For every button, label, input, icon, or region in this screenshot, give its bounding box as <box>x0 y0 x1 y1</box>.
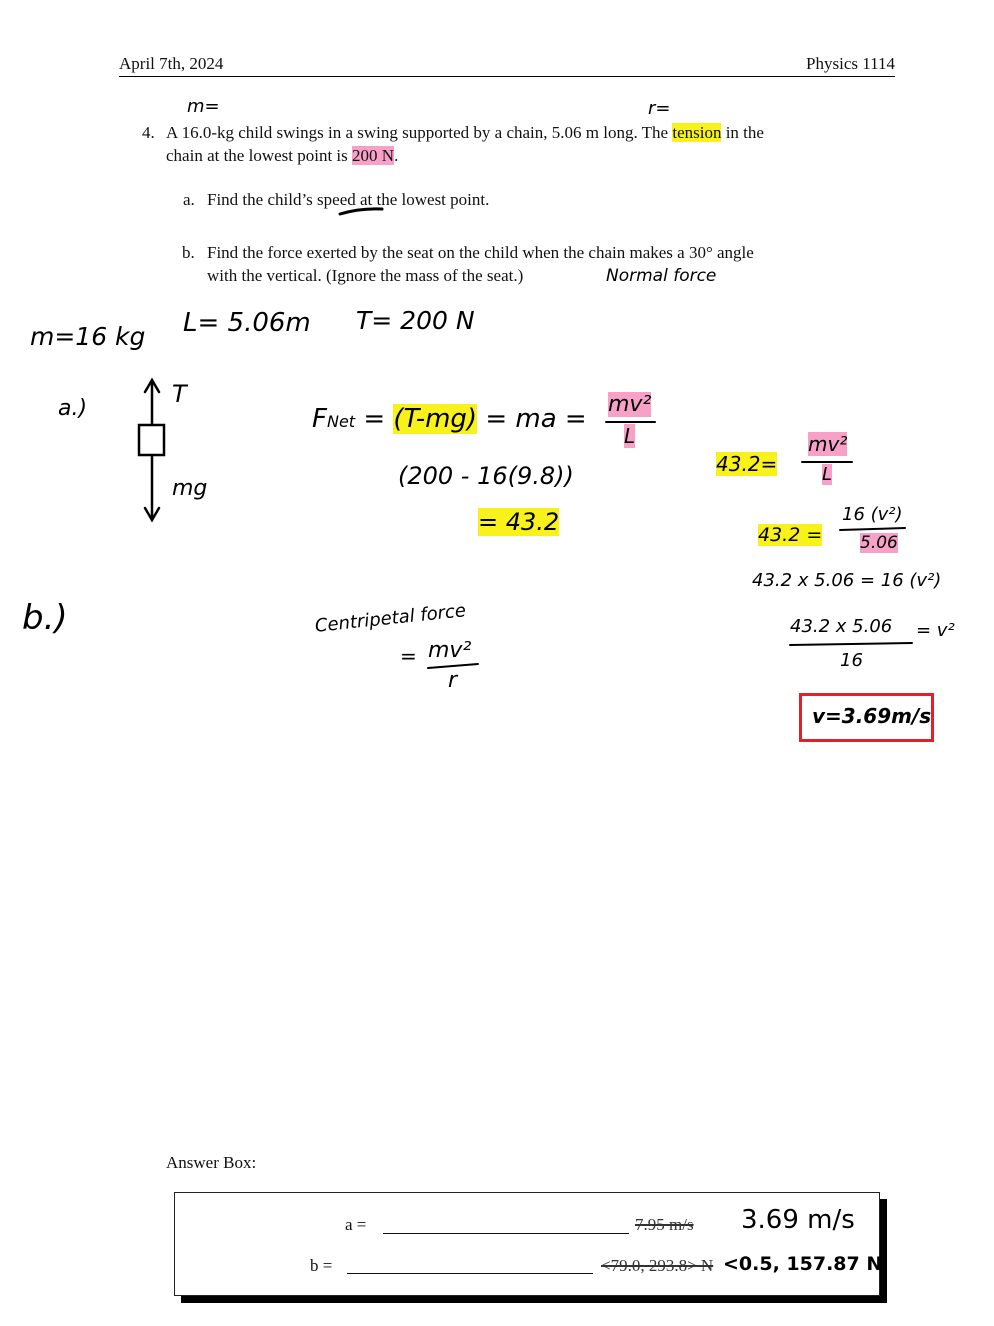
right-2-lhs-text: 43.2 = <box>758 524 823 546</box>
right-2-lhs <box>758 524 822 546</box>
fnet-eq: = <box>355 404 394 434</box>
answer-b-blank[interactable] <box>347 1273 593 1274</box>
problem-text: A 16.0-kg child swings in a swing supported by a chain, 5.06 m long. The <box>166 123 673 142</box>
right-4-den: 16 <box>840 650 863 671</box>
problem-text: . <box>394 146 399 165</box>
answer-b-handwritten: <0.5, 157.87 N <box>723 1253 883 1275</box>
right-2-num: 16 (v²) <box>842 504 903 525</box>
problem-text: chain at the lowest point is <box>166 146 353 165</box>
answer-a-blank[interactable] <box>383 1233 629 1234</box>
answer-b-printed: <79.0, 293.8> N <box>601 1256 714 1275</box>
header-date: April 7th, 2024 <box>119 54 224 73</box>
answer-a-printed: 7.95 m/s <box>635 1215 694 1234</box>
final-v: v=3.69m/s <box>812 704 932 728</box>
annotation-r-eq: r= <box>648 98 671 119</box>
answer-box <box>174 1192 883 1296</box>
fbd-label-mg: mg <box>172 476 208 501</box>
right-2-den <box>860 533 898 553</box>
right4-frac-bar <box>790 643 912 645</box>
answer-box-title: Answer Box: <box>166 1153 257 1172</box>
annotation-m-eq: m= <box>187 96 220 117</box>
highlight-200n: 200 N <box>352 146 395 165</box>
hand-part-b: b.) <box>22 598 68 638</box>
part-b-line-1: Find the force exerted by the seat on the child when the chain makes a 30° angle <box>207 243 754 262</box>
right-4-num: 43.2 x 5.06 <box>790 616 893 637</box>
problem-text: in the <box>721 123 764 142</box>
right-1-num-text: mv² <box>808 432 848 456</box>
fnet-paren: (T-mg) <box>393 404 478 434</box>
fnet-frac-num <box>608 392 651 417</box>
right-2-den-text: 5.06 <box>860 533 898 553</box>
annotation-normal-force: Normal force <box>606 266 717 286</box>
problem-number: 4. <box>142 123 155 142</box>
fnet-sub: Net <box>326 412 356 431</box>
speed-underline <box>340 209 382 214</box>
part-b-line-2: with the vertical. (Ignore the mass of the seat.) <box>207 266 524 285</box>
right2-frac-bar <box>840 528 905 530</box>
part-b-label: b. <box>182 243 195 262</box>
fnet-label: F <box>312 404 327 434</box>
fnet-frac-den <box>624 424 635 448</box>
fnet-den-text: L <box>624 424 636 448</box>
given-tension: T= 200 N <box>356 306 475 335</box>
right-1-den <box>822 464 832 485</box>
fnet-num-text: mv² <box>608 392 652 417</box>
part-a-label: a. <box>183 190 195 209</box>
given-length: L= 5.06m <box>183 308 311 338</box>
right-3: 43.2 x 5.06 = 16 (v²) <box>752 570 942 591</box>
result-43-2 <box>478 508 559 536</box>
right-1-den-text: L <box>822 464 833 485</box>
right-1-num <box>808 432 847 456</box>
fbd-label-t: T <box>172 380 187 408</box>
centripetal-den: r <box>448 668 458 693</box>
centripetal-num: mv² <box>428 638 472 663</box>
fnet-ma: = ma = <box>477 404 587 434</box>
answer-b-label: b = <box>310 1256 333 1275</box>
part-a-text: Find the child’s speed at the lowest point. <box>207 190 490 209</box>
right-1-lhs <box>716 452 777 476</box>
hand-part-a: a.) <box>58 396 88 421</box>
highlight-tension: tension <box>672 123 722 142</box>
right-1-lhs-text: 43.2= <box>716 452 778 476</box>
fnet-equation <box>312 404 587 434</box>
centripetal-eq: = <box>400 644 417 668</box>
answer-a-label: a = <box>345 1215 367 1234</box>
right-4-rhs: = v² <box>916 620 955 641</box>
answer-a-handwritten: 3.69 m/s <box>741 1205 855 1235</box>
given-mass: m=16 kg <box>30 322 146 351</box>
fbd-box <box>139 425 164 455</box>
centripetal-label: Centripetal force <box>314 600 467 637</box>
substitution-line: (200 - 16(9.8)) <box>398 462 574 490</box>
header-course: Physics 1114 <box>806 54 895 73</box>
result-text: = 43.2 <box>478 508 560 536</box>
